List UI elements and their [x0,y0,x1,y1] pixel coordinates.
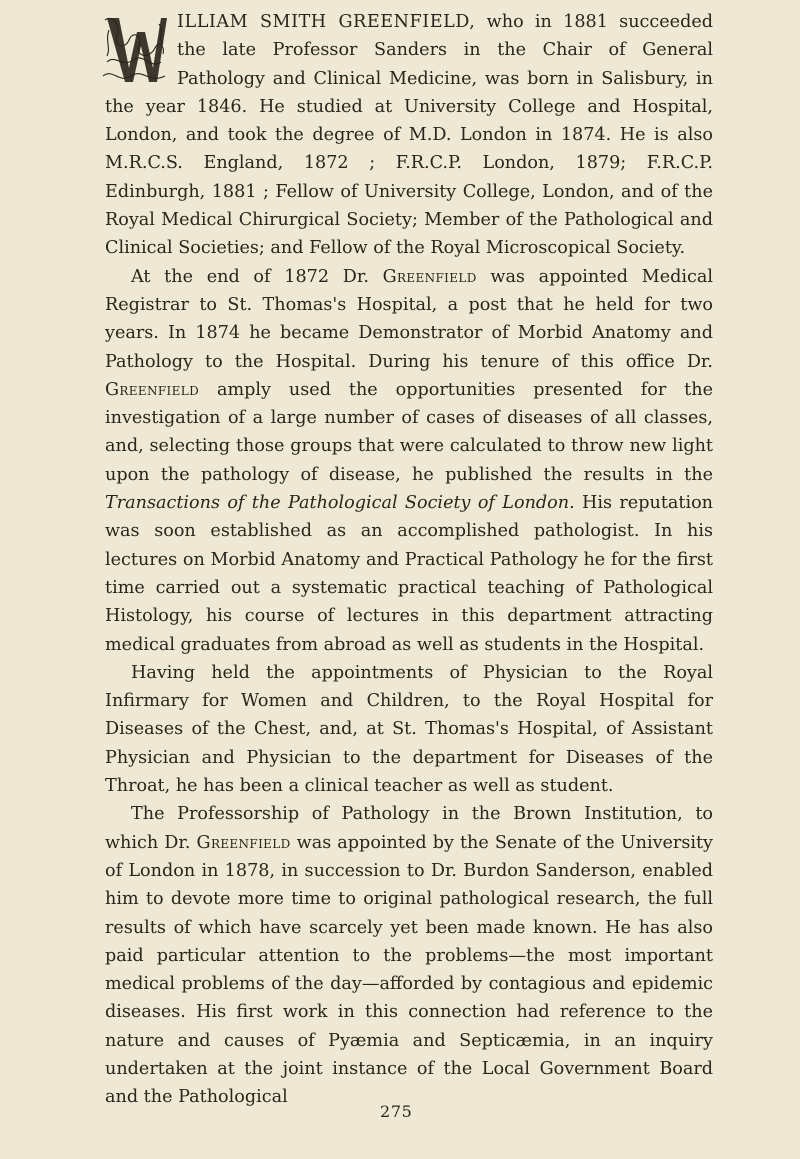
paragraph-1 [105,8,713,263]
surname-greenfield: Greenfield [105,379,200,400]
paragraph-4-text-b: was appointed by the Senate of the University of London in 1878, in succession to Dr. Burdon Sanderson, enabled him to devote more time to original pathological research, the full results of which have scarcely yet been made known. He has also paid particular attention to the problems—the most important medical problems of the day—afforded by contagious and epidemic diseases. His first work in this connection had reference to the nature and causes of Pyæmia and Septicæmia, in an inquiry undertaken at the joint instance of the Local Government Board and the Pathological [105,832,713,1108]
surname-greenfield: Greenfield [196,832,291,853]
paragraph-2 [105,263,713,659]
ornamental-drop-cap-w [99,10,169,88]
paragraph-4 [105,800,713,1111]
surname-greenfield: Greenfield [382,266,477,287]
paragraph-3-text: Having held the appointments of Physician to the Royal Infirmary for Women and Children, to the Royal Hospital for Diseases of the Chest, and, at St. Thomas's Hospital, of Assistant Physician and Physician to the department for Diseases of the Throat, he has been a clinical teacher as well as student. [105,662,713,797]
paragraph-2-text-b: was appointed Medical Registrar to St. Thomas's Hospital, a post that he held for two years. In 1874 he became Demonstrator of Morbid Anatomy and Pathology to the Hospital. During his tenure of this office Dr. [105,266,713,372]
paragraph-4-text-a: The Professorship of Pathology in the Brown Institution, to which Dr. [105,804,713,853]
paragraph-2-text-c: amply used the opportunities presented for the investigation of a large number of cases of diseases of all classes, and, selecting those groups that were calculated to throw new light upon the pathology of disease, he published the results in the [105,379,713,485]
paragraph-3 [105,659,713,800]
journal-title: Transactions of the Pathological Society of London. [105,493,575,514]
paragraph-2-text-d: His reputation was soon established as an accomplished pathologist. In his lectures on Morbid Anatomy and Practical Pathology he for the first time carried out a systematic practical teaching of Pathological Histology, his course of lectures in this department attracting medical graduates from abroad as well as students in the Hospital. [105,493,713,655]
paragraph-2-text-a: At the end of 1872 Dr. [131,266,383,287]
opening-caps: ILLIAM SMITH GREENFIELD, [177,12,476,32]
body-text [105,8,713,1112]
paragraph-1-text: who in 1881 succeeded the late Professor Sanders in the Chair of General Pathology and Clinical Medicine, was born in Salisbury, in the year 1846. He studied at University College and Hospital, London, and took the degree of M.D. London in 1874. He is also M.R.C.S. England, 1872 ; F.R.C.P. London, 1879; F.R.C.P. Edinburgh, 1881 ; Fellow of University College, London, and of the Royal Medical Chirurgical Society; Member of the Pathological and Clinical Societies; and Fellow of the Royal Microscopical Society. [105,12,714,259]
page-number: 275 [380,1102,413,1121]
